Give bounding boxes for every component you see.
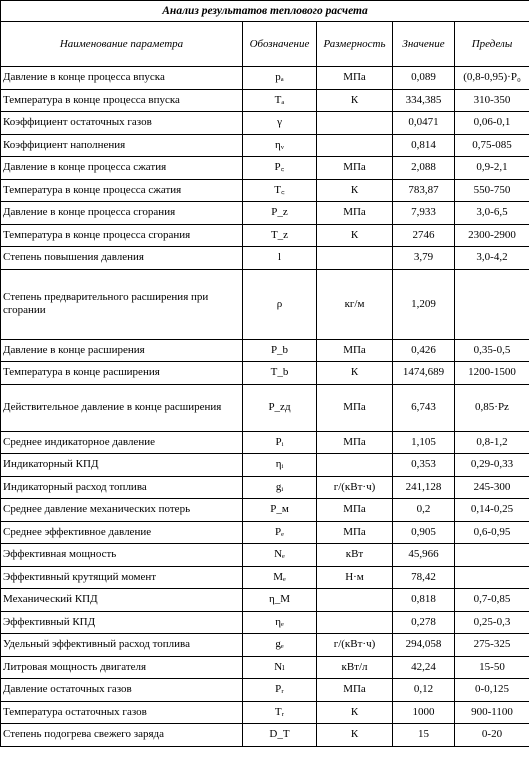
param-symbol: l (243, 247, 317, 270)
param-value: 783,87 (393, 179, 455, 202)
param-unit: МПа (317, 339, 393, 362)
param-value: 0,818 (393, 589, 455, 612)
param-name: Температура в конце расширения (1, 362, 243, 385)
header-value: Значение (393, 22, 455, 67)
param-value: 0,814 (393, 134, 455, 157)
param-limits: (0,8-0,95)·P₀ (455, 67, 529, 90)
param-value: 0,905 (393, 521, 455, 544)
param-value: 294,058 (393, 634, 455, 657)
table-row (1, 89, 529, 112)
table-row (1, 179, 529, 202)
param-unit: К (317, 224, 393, 247)
table-row (1, 202, 529, 225)
param-name: Среднее индикаторное давление (1, 431, 243, 454)
param-value: 2,088 (393, 157, 455, 180)
param-limits: 550-750 (455, 179, 529, 202)
param-symbol: ηᵢ (243, 454, 317, 477)
param-limits (455, 566, 529, 589)
param-symbol: ηᵥ (243, 134, 317, 157)
param-value: 241,128 (393, 476, 455, 499)
param-unit: К (317, 179, 393, 202)
param-unit: МПа (317, 499, 393, 522)
param-name: Давление в конце процесса сгорания (1, 202, 243, 225)
param-symbol: T_b (243, 362, 317, 385)
param-limits: 0,35-0,5 (455, 339, 529, 362)
param-symbol: gᵢ (243, 476, 317, 499)
param-value: 334,385 (393, 89, 455, 112)
param-unit (317, 611, 393, 634)
param-symbol: P_zд (243, 384, 317, 431)
param-symbol: T꜀ (243, 179, 317, 202)
table-row (1, 247, 529, 270)
param-symbol: T_z (243, 224, 317, 247)
table-row (1, 454, 529, 477)
param-name: Степень предварительного расширения при сгорании (1, 269, 243, 339)
param-name: Температура в конце процесса впуска (1, 89, 243, 112)
param-value: 1,105 (393, 431, 455, 454)
param-symbol: ηₑ (243, 611, 317, 634)
table-row (1, 134, 529, 157)
table-row (1, 701, 529, 724)
table-row (1, 384, 529, 431)
param-symbol: Pᵢ (243, 431, 317, 454)
param-value: 42,24 (393, 656, 455, 679)
param-name: Литровая мощность двигателя (1, 656, 243, 679)
param-name: Давление в конце расширения (1, 339, 243, 362)
param-symbol: P_z (243, 202, 317, 225)
param-name: Удельный эффективный расход топлива (1, 634, 243, 657)
param-limits: 3,0-4,2 (455, 247, 529, 270)
param-limits: 0-20 (455, 724, 529, 747)
param-symbol: P_м (243, 499, 317, 522)
param-name: Индикаторный расход топлива (1, 476, 243, 499)
param-unit: К (317, 89, 393, 112)
param-symbol: ρ (243, 269, 317, 339)
param-name: Температура в конце процесса сгорания (1, 224, 243, 247)
param-unit: г/(кВт·ч) (317, 634, 393, 657)
param-limits: 900-1100 (455, 701, 529, 724)
param-value: 1,209 (393, 269, 455, 339)
header-limits: Пределы (455, 22, 529, 67)
param-value: 0,278 (393, 611, 455, 634)
param-value: 0,12 (393, 679, 455, 702)
param-name: Температура остаточных газов (1, 701, 243, 724)
param-symbol: η_M (243, 589, 317, 612)
param-name: Температура в конце процесса сжатия (1, 179, 243, 202)
table-title: Анализ результатов теплового расчета (1, 1, 529, 22)
param-limits: 3,0-6,5 (455, 202, 529, 225)
param-limits: 0,7-0,85 (455, 589, 529, 612)
param-symbol: P꜀ (243, 157, 317, 180)
table-row (1, 269, 529, 339)
param-symbol: γ (243, 112, 317, 135)
param-value: 0,2 (393, 499, 455, 522)
param-limits: 0,85·Pz (455, 384, 529, 431)
table-row (1, 224, 529, 247)
table-row (1, 157, 529, 180)
param-value: 7,933 (393, 202, 455, 225)
table-row (1, 339, 529, 362)
param-name: Давление остаточных газов (1, 679, 243, 702)
table-row (1, 544, 529, 567)
param-unit (317, 454, 393, 477)
param-symbol: Pᵣ (243, 679, 317, 702)
param-symbol: pₐ (243, 67, 317, 90)
table-row (1, 431, 529, 454)
param-name: Давление в конце процесса сжатия (1, 157, 243, 180)
param-name: Эффективная мощность (1, 544, 243, 567)
param-value: 0,353 (393, 454, 455, 477)
param-unit: кг/м (317, 269, 393, 339)
param-limits: 275-325 (455, 634, 529, 657)
param-limits: 1200-1500 (455, 362, 529, 385)
param-unit: г/(кВт·ч) (317, 476, 393, 499)
param-unit: МПа (317, 521, 393, 544)
param-symbol: Nₑ (243, 544, 317, 567)
table-row (1, 589, 529, 612)
param-value: 2746 (393, 224, 455, 247)
param-limits: 0,8-1,2 (455, 431, 529, 454)
param-value: 0,089 (393, 67, 455, 90)
param-name: Среднее эффективное давление (1, 521, 243, 544)
param-value: 15 (393, 724, 455, 747)
param-name: Коэффициент наполнения (1, 134, 243, 157)
param-limits (455, 269, 529, 339)
param-limits: 0,75-085 (455, 134, 529, 157)
param-limits (455, 544, 529, 567)
table-row (1, 476, 529, 499)
param-symbol: Mₑ (243, 566, 317, 589)
table-row (1, 656, 529, 679)
param-value: 45,966 (393, 544, 455, 567)
param-value: 0,426 (393, 339, 455, 362)
param-name: Коэффициент остаточных газов (1, 112, 243, 135)
param-unit: МПа (317, 67, 393, 90)
param-unit: кВт (317, 544, 393, 567)
param-unit: МПа (317, 157, 393, 180)
param-limits: 0,06-0,1 (455, 112, 529, 135)
param-limits: 2300-2900 (455, 224, 529, 247)
param-symbol: Pₑ (243, 521, 317, 544)
param-unit: К (317, 362, 393, 385)
param-limits: 245-300 (455, 476, 529, 499)
table-row (1, 634, 529, 657)
param-name: Среднее давление механических потерь (1, 499, 243, 522)
param-name: Эффективный крутящий момент (1, 566, 243, 589)
param-name: Индикаторный КПД (1, 454, 243, 477)
table-row (1, 362, 529, 385)
param-name: Действительное давление в конце расширения (1, 384, 243, 431)
header-name: Наименование параметра (1, 22, 243, 67)
param-symbol: Tᵣ (243, 701, 317, 724)
table-body (1, 67, 529, 747)
param-unit (317, 112, 393, 135)
param-unit: кВт/л (317, 656, 393, 679)
param-value: 3,79 (393, 247, 455, 270)
table-row (1, 724, 529, 747)
param-name: Степень повышения давления (1, 247, 243, 270)
param-symbol: P_b (243, 339, 317, 362)
param-name: Эффективный КПД (1, 611, 243, 634)
param-unit: К (317, 724, 393, 747)
table-row (1, 611, 529, 634)
param-unit: К (317, 701, 393, 724)
param-name: Давление в конце процесса впуска (1, 67, 243, 90)
param-limits: 0,6-0,95 (455, 521, 529, 544)
table-row (1, 566, 529, 589)
param-name: Степень подогрева свежего заряда (1, 724, 243, 747)
header-symbol: Обозначение (243, 22, 317, 67)
table-row (1, 67, 529, 90)
param-unit: Н·м (317, 566, 393, 589)
param-value: 1000 (393, 701, 455, 724)
param-limits: 15-50 (455, 656, 529, 679)
param-symbol: D_T (243, 724, 317, 747)
table-row (1, 521, 529, 544)
header-unit: Размерность (317, 22, 393, 67)
param-value: 0,0471 (393, 112, 455, 135)
param-symbol: Tₐ (243, 89, 317, 112)
param-unit: МПа (317, 431, 393, 454)
param-name: Механический КПД (1, 589, 243, 612)
param-unit (317, 589, 393, 612)
param-limits: 0,29-0,33 (455, 454, 529, 477)
param-unit: МПа (317, 384, 393, 431)
param-limits: 0,25-0,3 (455, 611, 529, 634)
param-symbol: gₑ (243, 634, 317, 657)
param-limits: 0,14-0,25 (455, 499, 529, 522)
param-value: 1474,689 (393, 362, 455, 385)
param-limits: 0,9-2,1 (455, 157, 529, 180)
table-row (1, 679, 529, 702)
param-limits: 310-350 (455, 89, 529, 112)
param-unit: МПа (317, 679, 393, 702)
table-row (1, 112, 529, 135)
param-limits: 0-0,125 (455, 679, 529, 702)
param-unit: МПа (317, 202, 393, 225)
param-value: 78,42 (393, 566, 455, 589)
param-unit (317, 247, 393, 270)
table-row (1, 499, 529, 522)
param-symbol: Nₗ (243, 656, 317, 679)
param-unit (317, 134, 393, 157)
param-value: 6,743 (393, 384, 455, 431)
